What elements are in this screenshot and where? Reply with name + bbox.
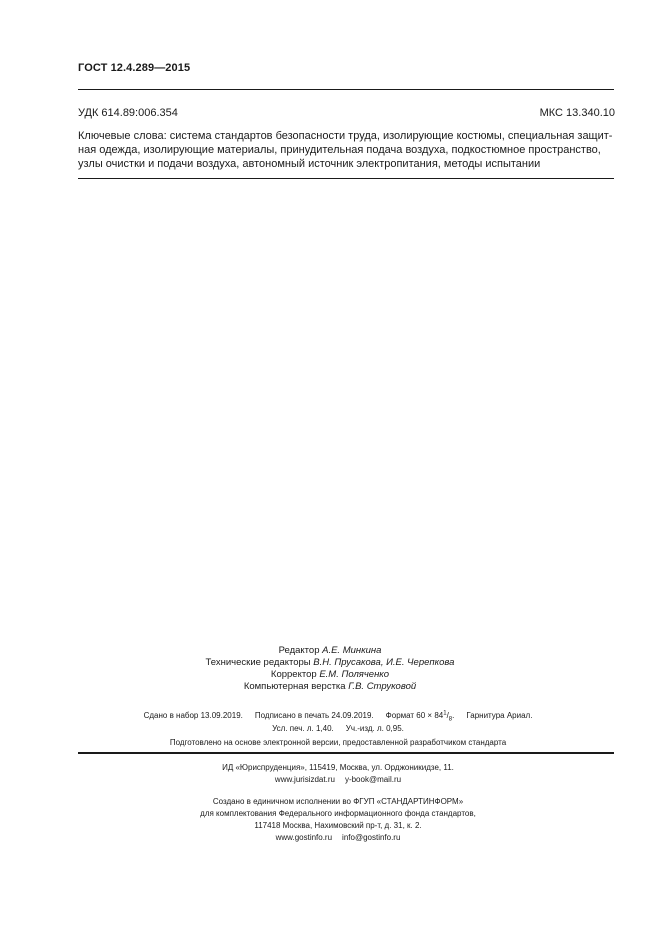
typeface: Гарнитура Ариал. [466, 711, 533, 720]
format-suffix: . [452, 711, 455, 720]
publisher-email-link[interactable]: y-book@mail.ru [344, 775, 402, 784]
mks-code: МКС 13.340.10 [539, 107, 615, 119]
printer-address: 117418 Москва, Нахимовский пр-т, д. 31, к. 2. [254, 821, 422, 830]
print-info-row-2 [88, 722, 588, 735]
keywords-block [78, 129, 616, 171]
format-label: Формат 60 × 84 [385, 711, 444, 720]
editor-row [150, 645, 510, 657]
submitted-date: Сдано в набор 13.09.2019. [143, 711, 243, 720]
keywords-line: Ключевые слова: система стандартов безопасности труда, изолирующие костюмы, специальная защит- [78, 130, 613, 142]
keywords-line: узлы очистки и подачи воздуха, автономный источник электропитания, методы испытании [78, 158, 541, 170]
printer-contacts [88, 832, 588, 844]
top-rule [78, 89, 614, 90]
print-info-row-1: Сдано в набор 13.09.2019. Подписано в печать 24.09.2019. Формат $60 \times 84^1/_8$. Гарнитура Ариал. [143, 710, 533, 723]
keywords-rule [78, 178, 614, 179]
printer-line: для комплектования Федерального информационного фонда стандартов, [200, 809, 476, 818]
publisher-website-link[interactable]: www.jurisizdat.ru [274, 775, 335, 784]
tech-editors-names: В.Н. Прусакова, И.Е. Черепкова [313, 657, 455, 668]
format-numerator: 1 [443, 710, 447, 717]
publisher-address: ИД «Юриспруденция», 115419, Москва, ул. Орджоникидзе, 11. [222, 763, 454, 772]
format-denominator: 8 [448, 716, 453, 723]
printer-website-link[interactable]: www.gostinfo.ru [275, 833, 333, 842]
keywords-line: ная одежда, изолирующие материалы, принудительная подача воздуха, подкостюмное пространство, [78, 144, 601, 156]
printer-email-link[interactable]: info@gostinfo.ru [342, 833, 401, 842]
editor-name: А.Е. Минкина [322, 645, 382, 656]
tech-editors-label: Технические редакторы [205, 657, 311, 668]
standard-number: ГОСТ 12.4.289—2015 [78, 62, 191, 74]
printer-block [88, 796, 588, 844]
prepared-note: Подготовлено на основе электронной версии, предоставленной разработчиком стандарта [169, 738, 507, 747]
corrector-row [150, 669, 510, 681]
udc-code: УДК 614.89:006.354 [78, 107, 178, 119]
layout-label: Компьютерная верстка [243, 681, 346, 692]
layout-name: Г.В. Струковой [348, 681, 417, 692]
editor-label: Редактор [278, 645, 320, 656]
tech-editors-row [150, 657, 510, 669]
signed-date: Подписано в печать 24.09.2019. [254, 711, 374, 720]
bottom-rule [78, 752, 614, 754]
layout-row [150, 681, 510, 693]
printer-line: Создано в единичном исполнении во ФГУП «СТАНДАРТИНФОРМ» [212, 797, 464, 806]
corrector-label: Корректор [270, 669, 317, 680]
credits-block [150, 645, 510, 693]
printed-sheets: Усл. печ. л. 1,40. [272, 724, 334, 733]
publisher-block [88, 762, 588, 786]
publisher-sheets: Уч.-изд. л. 0,95. [345, 724, 404, 733]
corrector-name: Е.М. Поляченко [319, 669, 390, 680]
publisher-contacts [88, 774, 588, 786]
print-info-block [88, 709, 588, 735]
